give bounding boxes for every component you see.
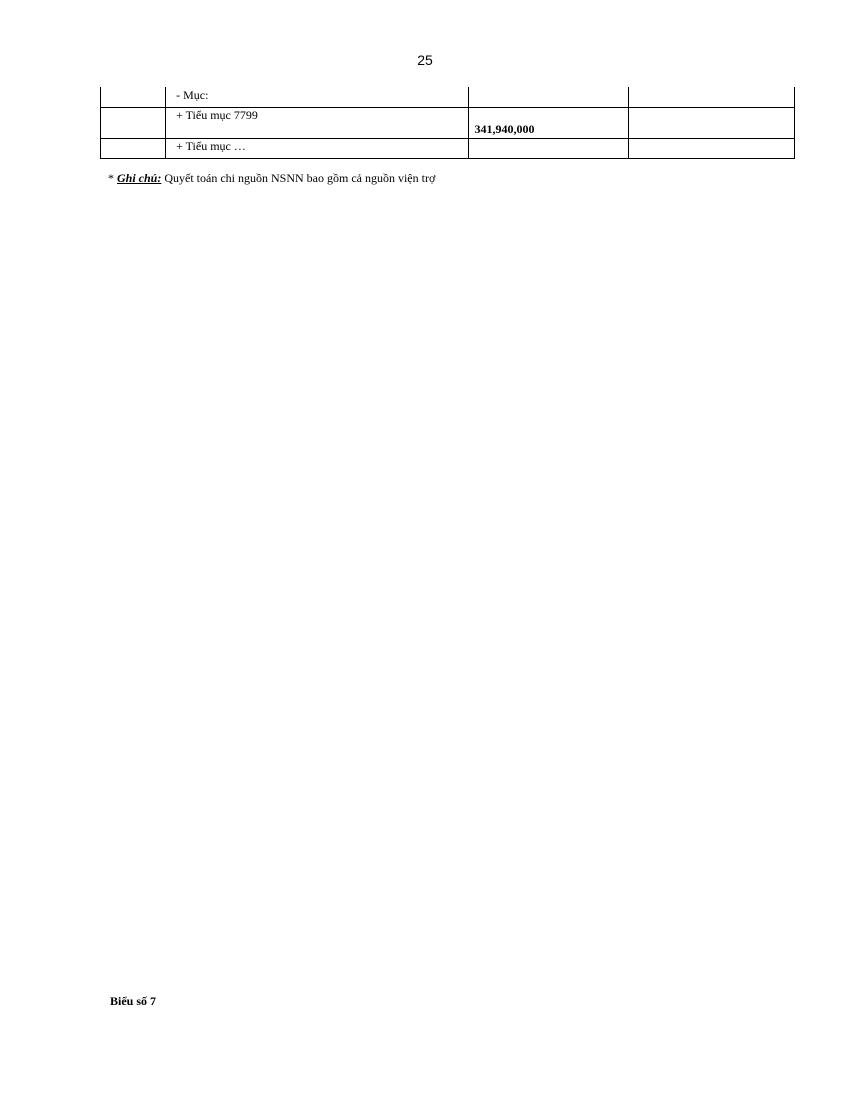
form-label: Biểu số 7 <box>110 994 157 1008</box>
table-cell-item: + Tiểu mục 7799 <box>166 108 468 139</box>
table-cell-index <box>101 139 166 159</box>
table-cell-index <box>101 87 166 108</box>
table-cell-extra <box>628 87 794 108</box>
table-cell-index <box>101 108 166 139</box>
table-row <box>101 87 795 108</box>
page-number: 25 <box>417 52 433 68</box>
table-cell-amount <box>468 108 628 139</box>
note-label: Ghi chú: <box>117 171 162 185</box>
table-note <box>108 171 435 186</box>
table-cell-extra <box>628 139 794 159</box>
table-cell-item: - Mục: <box>166 87 468 108</box>
table-cell-amount <box>468 139 628 159</box>
note-text: Quyết toán chi nguồn NSNN bao gồm cả nguồn viện trợ <box>164 171 436 185</box>
note-prefix: * <box>108 171 114 185</box>
table-cell-amount <box>468 87 628 108</box>
table-cell-extra <box>628 108 794 139</box>
budget-table <box>100 87 795 159</box>
table-row <box>101 139 795 159</box>
table-cell-item: + Tiểu mục … <box>166 139 468 159</box>
amount-value: 341,940,000 <box>474 122 535 136</box>
table-row <box>101 108 795 139</box>
